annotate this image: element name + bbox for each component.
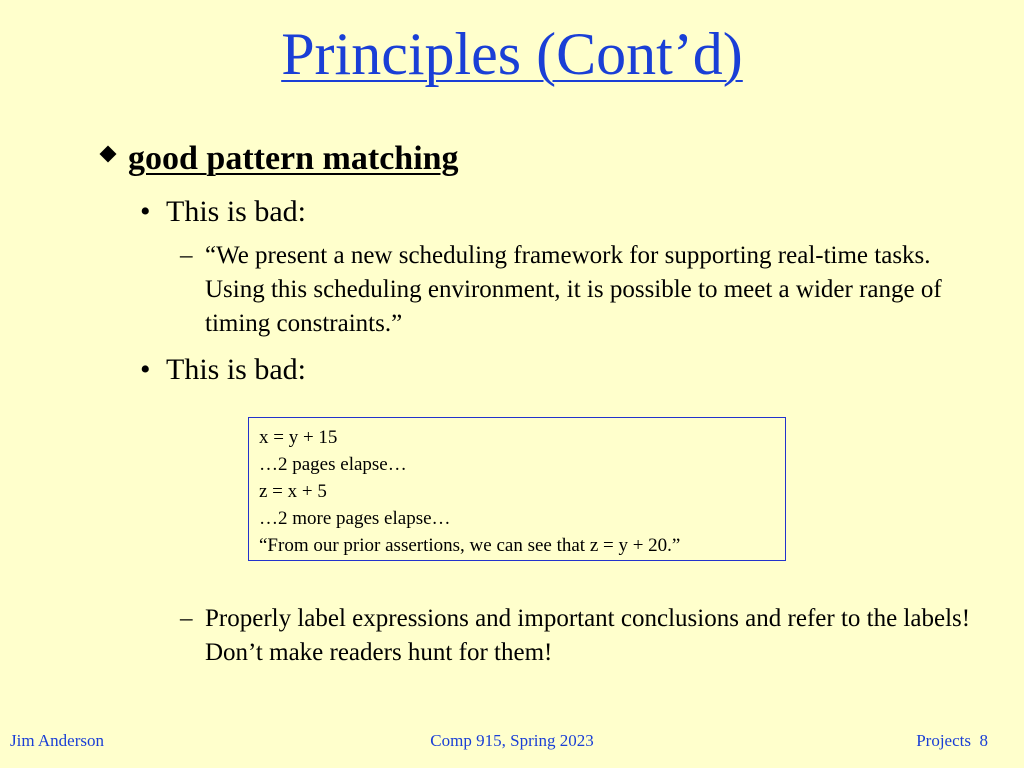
slide-title: Principles (Cont’d)	[281, 21, 743, 87]
bullet-dot-icon: •	[140, 195, 151, 228]
code-example-box	[248, 417, 786, 561]
code-line: x = y + 15	[259, 427, 338, 448]
bullet-text: This is bad:	[166, 353, 306, 386]
bullet-text: This is bad:	[166, 195, 306, 228]
level1-bullet	[98, 138, 459, 180]
section-heading: good pattern matching	[128, 140, 459, 177]
level2-bullet-first	[140, 194, 306, 230]
code-line: …2 more pages elapse…	[259, 508, 451, 529]
footer-course: Comp 915, Spring 2023	[430, 731, 594, 750]
dash-bullet-icon: –	[180, 242, 193, 269]
footer-page: Projects 8	[916, 731, 988, 750]
code-line: z = x + 5	[259, 481, 327, 502]
footer-author: Jim Anderson	[10, 731, 104, 750]
bullet-dot-icon: •	[140, 353, 151, 386]
dash-bullet-icon: –	[180, 605, 193, 632]
level3-quote	[180, 239, 980, 341]
code-line: …2 pages elapse…	[259, 454, 407, 475]
diamond-bullet-icon	[100, 146, 117, 163]
code-line: “From our prior assertions, we can see that z = y + 20.”	[259, 535, 681, 556]
level3-advice	[180, 602, 980, 670]
advice-text: Properly label expressions and important conclusions and refer to the labels! Don’t make readers hunt for them!	[205, 605, 971, 666]
level2-bullet-second	[140, 352, 306, 388]
quote-text: “We present a new scheduling framework for supporting real-time tasks. Using this scheduling environment, it is possible to meet a wider range of timing constraints.”	[205, 242, 942, 337]
